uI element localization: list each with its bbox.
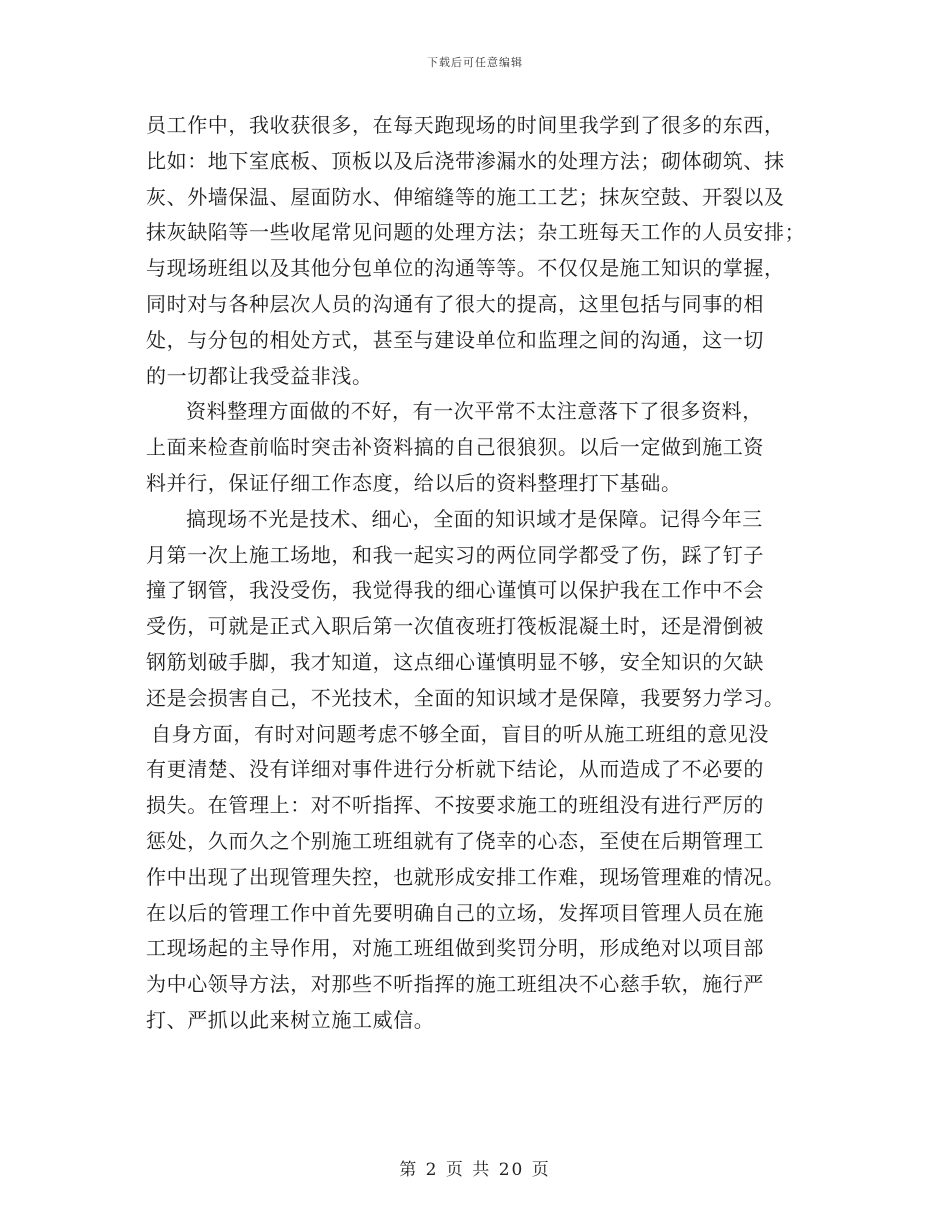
text-line: 为中心领导方法，对那些不听指挥的施工班组决不心慈手软，施行严 — [146, 972, 764, 997]
text-line: 抹灰缺陷等一些收尾常见问题的处理方法；杂工班每天工作的人员安排； — [146, 220, 806, 245]
header-note: 下载后可任意编辑 — [427, 56, 523, 69]
text-line: 工现场起的主导作用，对施工班组做到奖罚分明，形成绝对以项目部 — [146, 936, 764, 961]
text-line: 惩处，久而久之个别施工班组就有了侥幸的心态，至使在后期管理工 — [146, 828, 764, 853]
text-line: 撞了钢管，我没受伤，我觉得我的细心谨慎可以保护我在工作中不会 — [146, 578, 764, 603]
text-line: 与现场班组以及其他分包单位的沟通等等。不仅仅是施工知识的掌握， — [146, 256, 785, 281]
text-line: 处，与分包的相处方式，甚至与建设单位和监理之间的沟通，这一切 — [146, 327, 764, 352]
text-line: 员工作中，我收获很多，在每天跑现场的时间里我学到了很多的东西， — [146, 113, 785, 137]
text-line: 同时对与各种层次人员的沟通有了很大的提高，这里包括与同事的相 — [146, 291, 764, 316]
text-line: 料并行，保证仔细工作态度，给以后的资料整理打下基础。 — [146, 470, 682, 495]
text-line: 上面来检查前临时突击补资料搞的自己很狼狈。以后一定做到施工资 — [146, 435, 764, 460]
text-line: 损失。在管理上：对不听指挥、不按要求施工的班组没有进行严厉的 — [146, 793, 764, 818]
text-line: 灰、外墙保温、屋面防水、伸缩缝等的施工工艺；抹灰空鼓、开裂以及 — [146, 184, 785, 209]
paragraph-start-line: 资料整理方面做的不好，有一次平常不太注意落下了很多资料， — [186, 399, 763, 424]
paragraph-start-line: 自身方面，有时对问题考虑不够全面，盲目的听从施工班组的意见没 — [151, 721, 769, 746]
text-line: 作中出现了出现管理失控，也就形成安排工作难，现场管理难的情况。 — [146, 864, 785, 889]
text-line: 受伤，可就是正式入职后第一次值夜班打筏板混凝土时，还是滑倒被 — [146, 614, 764, 639]
text-line: 有更清楚、没有详细对事件进行分析就下结论，从而造成了不必要的 — [146, 757, 764, 782]
text-line: 打、严抓以此来树立施工威信。 — [146, 1007, 435, 1032]
text-line: 钢筋划破手脚，我才知道，这点细心谨慎明显不够，安全知识的欠缺 — [146, 649, 764, 674]
page-number-footer: 第 2 页 共 20 页 — [399, 1160, 551, 1180]
text-line: 的一切都让我受益非浅。 — [146, 363, 373, 388]
text-line: 比如：地下室底板、顶板以及后浇带渗漏水的处理方法；砌体砌筑、抹 — [146, 148, 785, 173]
text-line: 月第一次上施工场地，和我一起实习的两位同学都受了伤，踩了钉子 — [146, 542, 764, 567]
paragraph-start-line: 搞现场不光是技术、细心，全面的知识域才是保障。记得今年三 — [186, 506, 763, 531]
text-line: 还是会损害自己，不光技术，全面的知识域才是保障，我要努力学习。 — [146, 685, 785, 710]
text-line: 在以后的管理工作中首先要明确自己的立场，发挥项目管理人员在施 — [146, 900, 764, 925]
body-text — [146, 108, 816, 1039]
